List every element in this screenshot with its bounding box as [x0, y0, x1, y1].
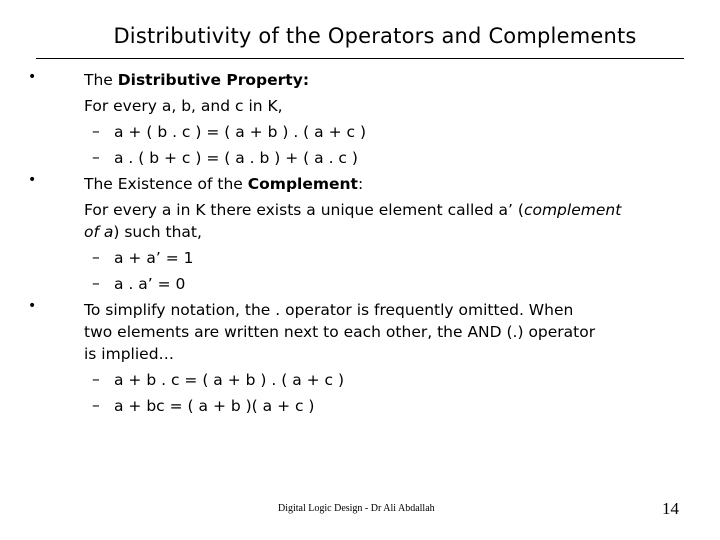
- bullet-3-line-3: is implied…: [84, 345, 175, 363]
- page-number: 14: [662, 499, 679, 518]
- bullet-2-dash-2: –: [92, 274, 100, 292]
- bullet-1-dash-2: –: [92, 148, 100, 166]
- bullet-2-suffix: :: [357, 175, 364, 193]
- bullet-2-prefix: The Existence of the: [84, 175, 248, 193]
- bullet-3-dash-1: –: [92, 370, 100, 388]
- bullet-1-prefix: The: [84, 71, 118, 89]
- title-underline: [36, 58, 684, 59]
- bullet-2-bold-label: Complement: [247, 175, 358, 193]
- bullet-3-dash-2: –: [92, 396, 100, 414]
- bullet-1-item-2: a . ( b + c ) = ( a . b ) + ( a . c ): [114, 149, 358, 167]
- slide-title: Distributivity of the Operators and Complements: [113, 24, 637, 48]
- bullet-1-bold-label: Distributive Property:: [117, 71, 310, 89]
- bullet-2-line-2-italic: of a: [84, 223, 114, 241]
- bullet-2-line-1: [84, 200, 621, 220]
- bullet-2-item-1: a + a’ = 1: [114, 249, 194, 267]
- bullet-2-dash-1: –: [92, 248, 100, 266]
- footer-text: Digital Logic Design - Dr Ali Abdallah: [278, 503, 435, 514]
- bullet-2-marker: •: [28, 172, 37, 188]
- bullet-2-item-2: a . a’ = 0: [114, 275, 186, 293]
- bullet-1-item-1: a + ( b . c ) = ( a + b ) . ( a + c ): [114, 123, 366, 141]
- bullet-3-marker: •: [28, 298, 37, 314]
- bullet-1-marker: •: [28, 69, 37, 85]
- bullet-2-line-2-text: ) such that,: [113, 223, 202, 241]
- bullet-1-intro: For every a, b, and c in K,: [84, 97, 283, 115]
- bullet-3-item-2: a + bc = ( a + b )( a + c ): [114, 397, 315, 415]
- bullet-2-heading: [84, 174, 363, 194]
- bullet-3-line-2: two elements are written next to each other, the AND (.) operator: [84, 323, 596, 341]
- bullet-3-item-1: a + b . c = ( a + b ) . ( a + c ): [114, 371, 345, 389]
- bullet-2-line-1-italic: complement: [523, 201, 622, 219]
- bullet-2-line-2: [84, 222, 202, 242]
- bullet-1-heading: [84, 70, 309, 90]
- bullet-2-line-1-text: For every a in K there exists a unique element called a’ (: [84, 201, 524, 219]
- bullet-3-line-1: To simplify notation, the . operator is frequently omitted. When: [84, 301, 574, 319]
- bullet-1-dash-1: –: [92, 122, 100, 140]
